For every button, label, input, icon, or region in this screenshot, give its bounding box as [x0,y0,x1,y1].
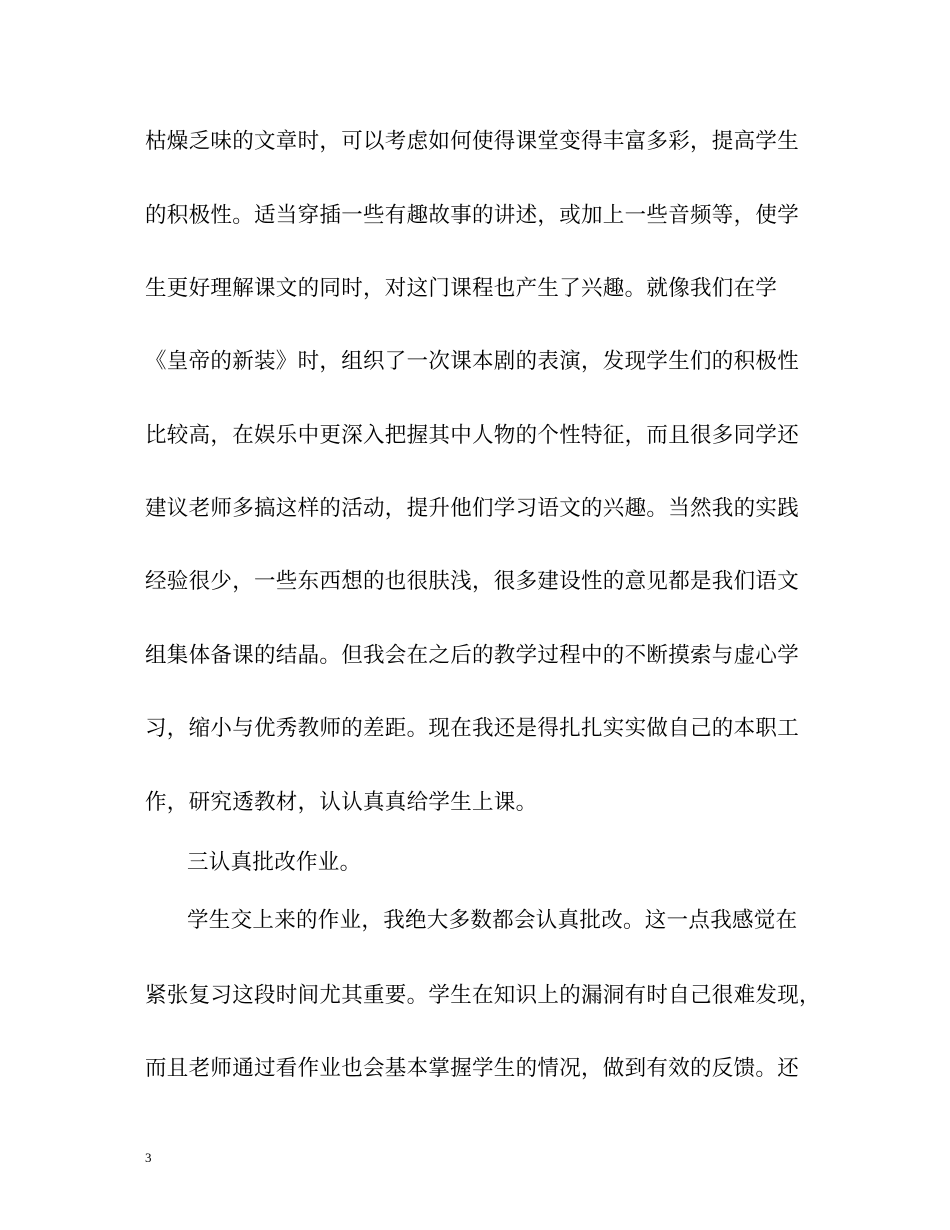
paragraph-line: 习，缩小与优秀教师的差距。现在我还是得扎扎实实做自己的本职工 [145,716,800,741]
paragraph-line: 建议老师多搞这样的活动，提升他们学习语文的兴趣。当然我的实践 [145,496,800,521]
paragraph-line: 《皇帝的新装》时，组织了一次课本剧的表演，发现学生们的积极性 [145,349,800,374]
page-number: 3 [145,1150,152,1165]
paragraph-line: 的积极性。适当穿插一些有趣故事的讲述，或加上一些音频等，使学 [145,203,800,228]
paragraph-line: 而且老师通过看作业也会基本掌握学生的情况，做到有效的反馈。还 [145,1056,800,1081]
paragraph-line: 作，研究透教材，认认真真给学生上课。 [145,790,538,815]
section-heading: 三认真批改作业。 [187,850,362,875]
paragraph-line: 紧张复习这段时间尤其重要。学生在知识上的漏洞有时自己很难发现， [145,983,821,1008]
paragraph-line: 学生交上来的作业，我绝大多数都会认真批改。这一点我感觉在 [187,908,798,933]
paragraph-line: 经验很少，一些东西想的也很肤浅，很多建设性的意见都是我们语文 [145,569,800,594]
paragraph-line: 组集体备课的结晶。但我会在之后的教学过程中的不断摸索与虚心学 [145,643,800,668]
paragraph-line: 比较高，在娱乐中更深入把握其中人物的个性特征，而且很多同学还 [145,423,800,448]
paragraph-line: 枯燥乏味的文章时，可以考虑如何使得课堂变得丰富多彩，提高学生 [145,129,800,154]
paragraph-line: 生更好理解课文的同时，对这门课程也产生了兴趣。就像我们在学 [145,276,778,301]
